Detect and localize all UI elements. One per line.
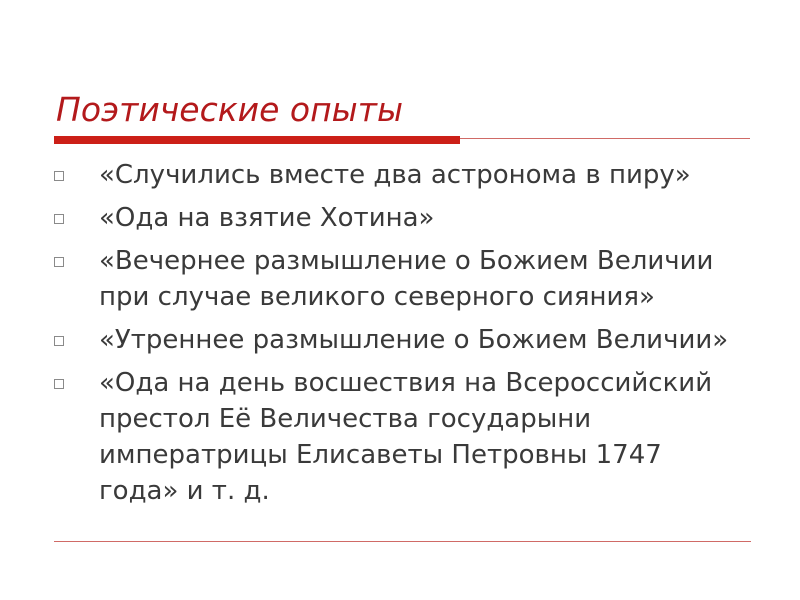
title-thin-rule — [460, 138, 750, 139]
bullet-text: «Ода на взятие Хотина» — [99, 203, 435, 233]
footer-thin-rule — [54, 541, 751, 542]
bullet-list — [50, 157, 740, 516]
bullet-text: «Ода на день восшествия на Всероссийский престол Её Величества государыни императрицы Елисаветы Петровны 1747 года» и т. д. — [99, 368, 713, 506]
hollow-square-bullet-icon — [54, 379, 64, 389]
bullet-text: «Вечернее размышление о Божием Величии при случае великого северного сияния» — [99, 246, 714, 312]
list-item — [50, 157, 740, 193]
slide-title: Поэтические опыты — [56, 90, 403, 129]
bullet-text: «Утреннее размышление о Божием Величии» — [99, 325, 729, 355]
list-item — [50, 322, 740, 358]
hollow-square-bullet-icon — [54, 257, 64, 267]
hollow-square-bullet-icon — [54, 171, 64, 181]
title-accent-rule — [54, 136, 460, 144]
list-item — [50, 243, 740, 315]
hollow-square-bullet-icon — [54, 336, 64, 346]
hollow-square-bullet-icon — [54, 214, 64, 224]
list-item — [50, 365, 740, 509]
bullet-text: «Случились вместе два астронома в пиру» — [99, 160, 691, 190]
list-item — [50, 200, 740, 236]
